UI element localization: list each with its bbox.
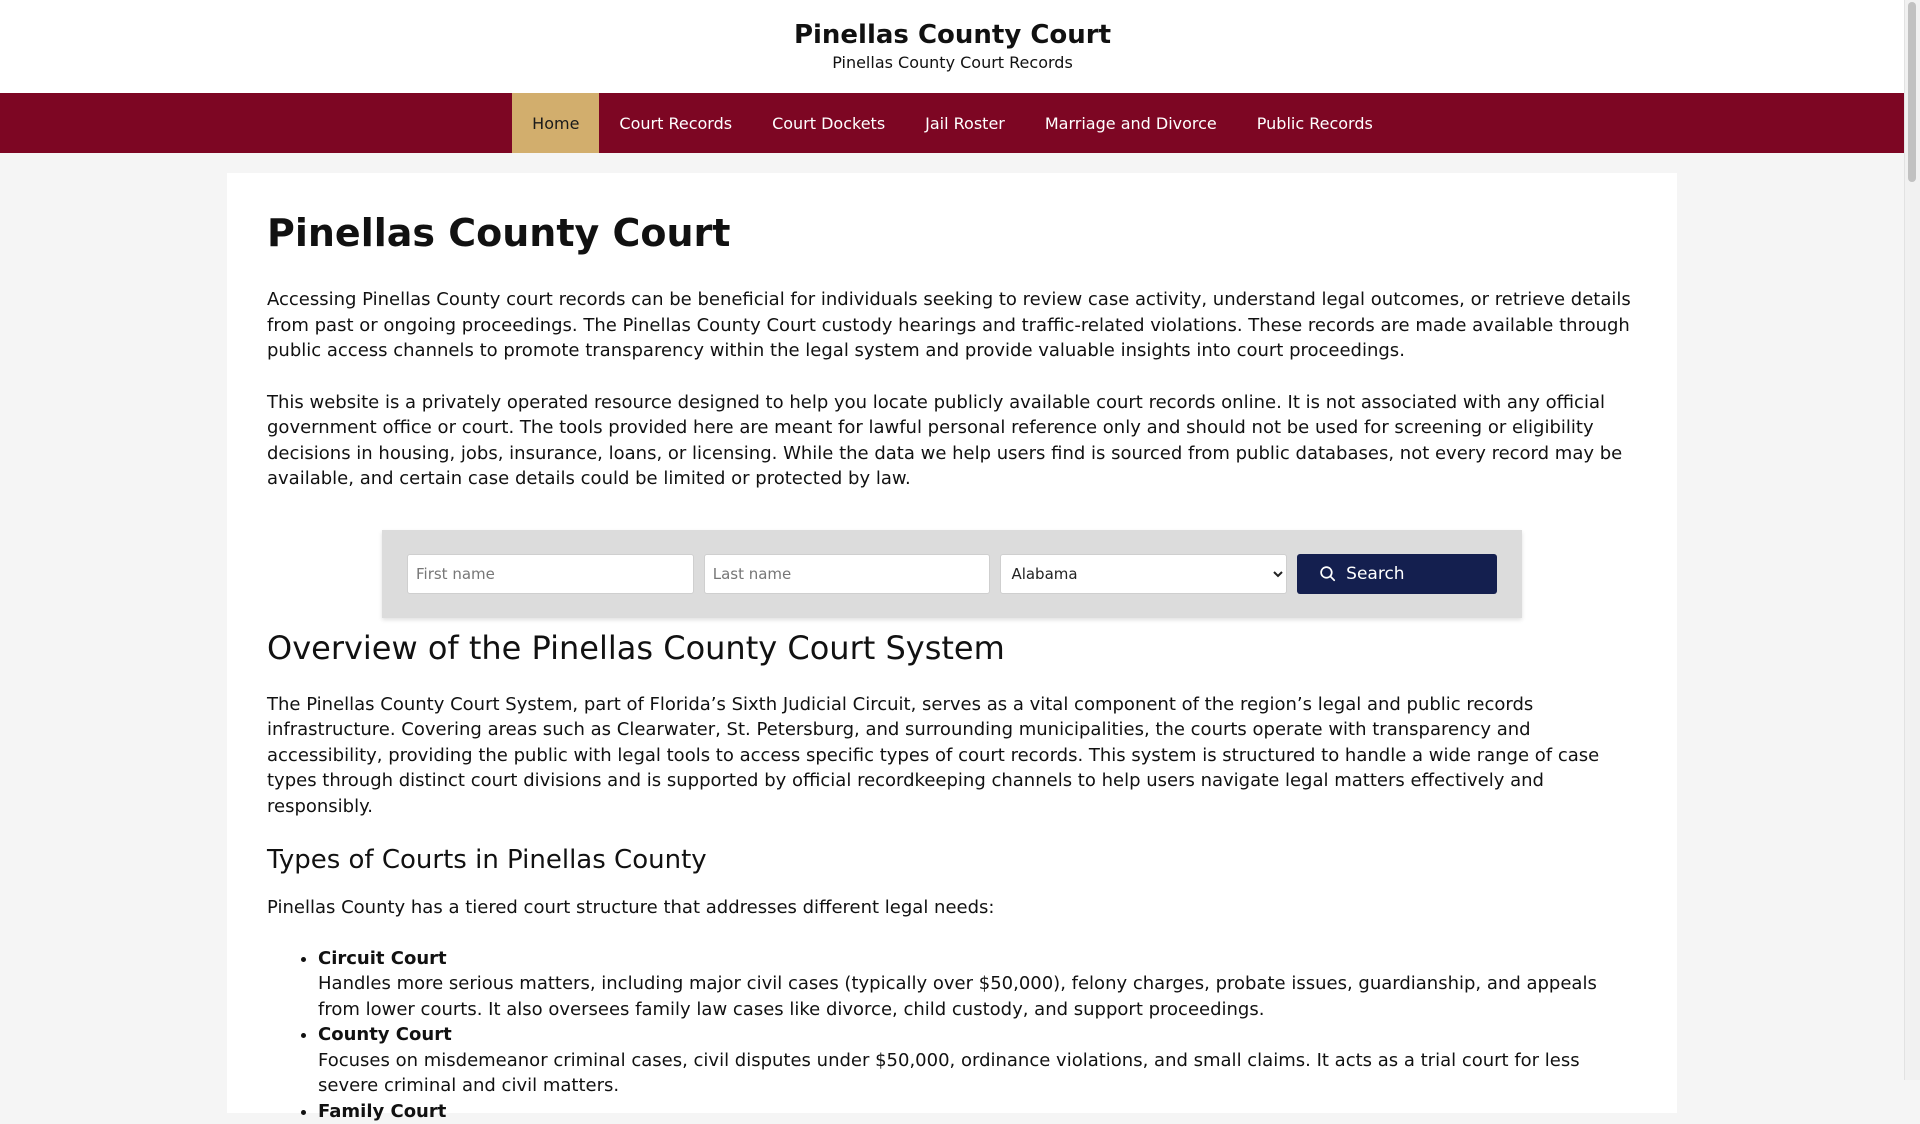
intro-paragraph-1: Accessing Pinellas County court records can be beneficial for individuals seeking to review case activity, understand legal outcomes, or retrieve details from past or ongoing proceedings. The Pinellas County Court custody hearings and traffic-related violations. These records are made available through public access channels to promote transparency within the legal system and provide valuable insights into court proceedings.: [267, 287, 1637, 364]
vertical-scrollbar[interactable]: [1904, 0, 1920, 1080]
court-name: • County Court: [318, 1022, 1637, 1048]
court-description: Handles more serious matters, including major civil cases (typically over $50,000), felony charges, probate issues, guardianship, and appeals from lower courts. It also oversees family law cases like divorce, child custody, and support proceedings.: [318, 971, 1637, 1022]
search-button-label: Search: [1346, 564, 1404, 584]
nav-item-marriage-and-divorce[interactable]: Marriage and Divorce: [1025, 93, 1237, 153]
list-item: [318, 1022, 1637, 1099]
nav-item-court-dockets[interactable]: Court Dockets: [752, 93, 905, 153]
search-button[interactable]: [1297, 554, 1497, 594]
court-description: Focuses on misdemeanor criminal cases, civil disputes under $50,000, ordinance violations, and small claims. It acts as a trial court for less severe criminal and civil matters.: [318, 1048, 1637, 1099]
scrollbar-thumb[interactable]: [1908, 2, 1916, 182]
court-types-list: [267, 946, 1637, 1124]
site-title[interactable]: Pinellas County Court: [0, 19, 1905, 51]
state-select[interactable]: [1000, 554, 1287, 594]
site-header: [0, 0, 1905, 93]
search-form: [382, 530, 1522, 618]
types-intro: Pinellas County has a tiered court structure that addresses different legal needs:: [267, 895, 1637, 921]
types-heading: Types of Courts in Pinellas County: [267, 843, 1637, 877]
first-name-input[interactable]: [407, 554, 694, 594]
nav-item-public-records[interactable]: Public Records: [1237, 93, 1393, 153]
main-nav: [0, 93, 1905, 153]
nav-item-court-records[interactable]: Court Records: [599, 93, 752, 153]
overview-heading: Overview of the Pinellas County Court System: [267, 628, 1637, 668]
nav-item-jail-roster[interactable]: Jail Roster: [905, 93, 1025, 153]
list-item: [318, 946, 1637, 1023]
nav-item-home[interactable]: Home: [512, 93, 599, 153]
last-name-input[interactable]: [704, 554, 991, 594]
site-tagline: Pinellas County Court Records: [0, 52, 1905, 74]
court-name: • Circuit Court: [318, 946, 1637, 972]
overview-paragraph: The Pinellas County Court System, part of Florida’s Sixth Judicial Circuit, serves as a vital component of the region’s legal and public records infrastructure. Covering areas such as Clearwater, St. Petersburg, and surrounding municipalities, the courts operate with transparency and accessibility, providing the public with legal tools to access specific types of court records. This system is structured to handle a wide range of case types through distinct court divisions and is supported by official recordkeeping channels to help users navigate legal matters effectively and responsibly.: [267, 692, 1637, 820]
list-item: [318, 1099, 1637, 1124]
page-title: Pinellas County Court: [267, 211, 1637, 255]
court-name: • Family Court: [318, 1099, 1637, 1124]
content-card: [227, 173, 1677, 1113]
search-icon: [1319, 565, 1336, 582]
intro-paragraph-2: This website is a privately operated resource designed to help you locate publicly available court records online. It is not associated with any official government office or court. The tools provided here are meant for lawful personal reference only and should not be used for screening or eligibility decisions in housing, jobs, insurance, loans, or licensing. While the data we help users find is sourced from public databases, not every record may be available, and certain case details could be limited or protected by law.: [267, 390, 1637, 492]
